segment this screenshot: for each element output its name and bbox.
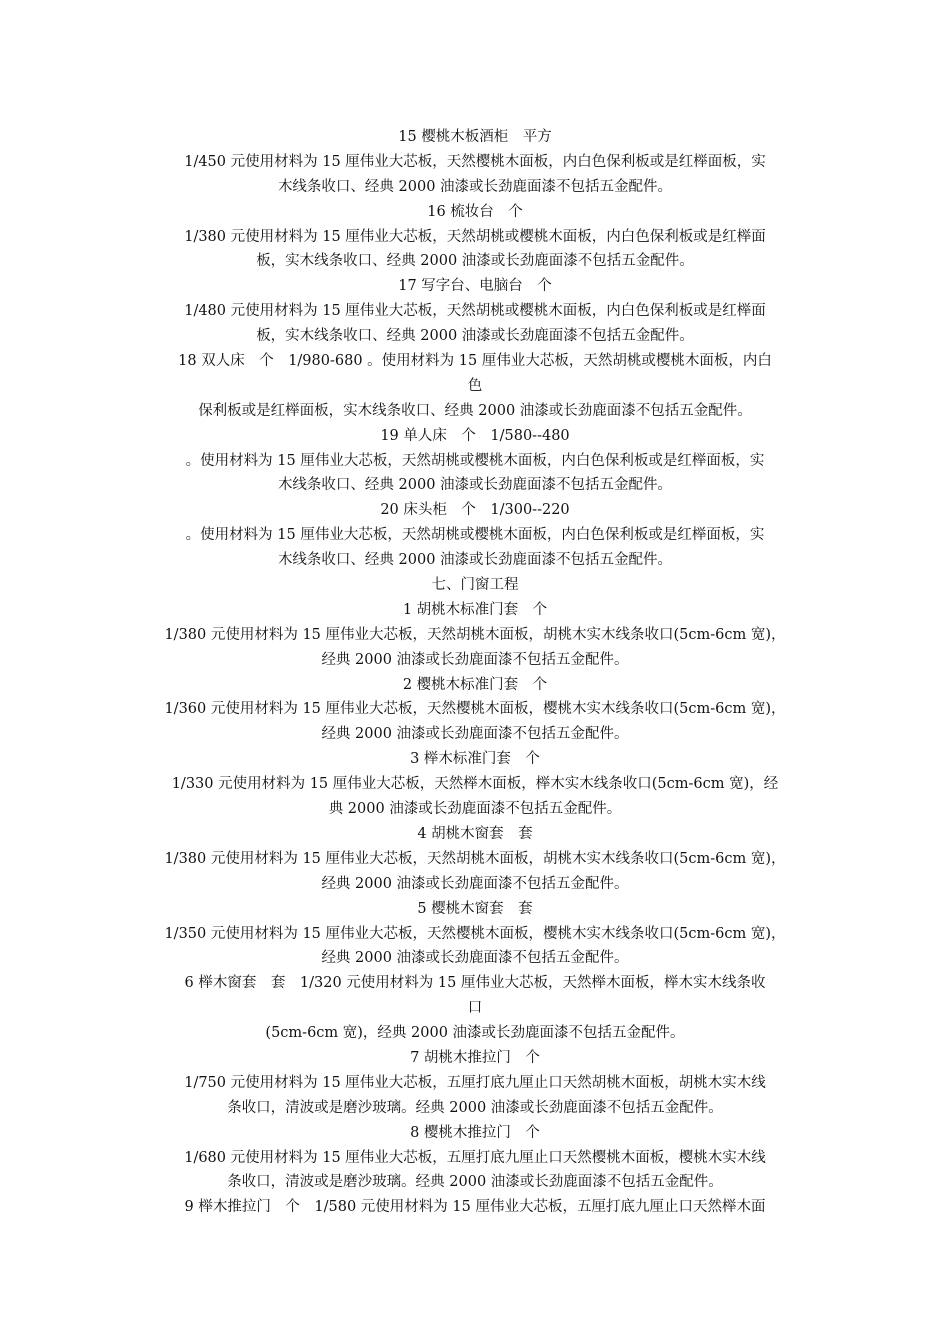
item-description: 1/380 元使用材料为 15 厘伟业大芯板，天然胡桃或樱桃木面板，内白色保利板或是红榉面 [184, 228, 766, 245]
item-heading: 5 樱桃木窗套 套 [417, 900, 533, 917]
item-description: 口 [467, 1000, 483, 1017]
item-description: 木线条收口、经典 2000 油漆或长劲鹿面漆不包括五金配件。 [277, 477, 673, 494]
item-description: 典 2000 油漆或长劲鹿面漆不包括五金配件。 [328, 801, 622, 818]
item-heading: 16 梳妆台 个 [427, 203, 523, 220]
item-heading: 18 双人床 个 1/980-680 。使用材料为 15 厘伟业大芯板，天然胡桃或樱桃木面板，内白 [178, 353, 772, 370]
item-description: 板，实木线条收口、经典 2000 油漆或长劲鹿面漆不包括五金配件。 [256, 328, 694, 345]
document-body [140, 125, 810, 1220]
item-description: 1/450 元使用材料为 15 厘伟业大芯板，天然樱桃木面板，内白色保利板或是红榉面板，实 [184, 153, 766, 170]
item-description: 1/380 元使用材料为 15 厘伟业大芯板，天然胡桃木面板，胡桃木实木线条收口(5cm-6cm 宽)， [164, 626, 786, 643]
item-description: 1/680 元使用材料为 15 厘伟业大芯板，五厘打底九厘止口天然樱桃木面板，樱桃木实木线 [184, 1149, 766, 1166]
item-description: 经典 2000 油漆或长劲鹿面漆不包括五金配件。 [321, 875, 629, 892]
item-heading: 4 胡桃木窗套 套 [417, 825, 533, 842]
item-heading: 3 榉木标准门套 个 [410, 751, 540, 768]
item-description: 。使用材料为 15 厘伟业大芯板，天然胡桃或樱桃木面板，内白色保利板或是红榉面板，实 [185, 452, 765, 469]
item-description: 1/480 元使用材料为 15 厘伟业大芯板，天然胡桃或樱桃木面板，内白色保利板或是红榉面 [184, 303, 766, 320]
item-heading: 2 樱桃木标准门套 个 [402, 676, 548, 693]
item-heading: 17 写字台、电脑台 个 [398, 278, 552, 295]
item-heading: 8 樱桃木推拉门 个 [410, 1124, 540, 1141]
item-description: 1/380 元使用材料为 15 厘伟业大芯板，天然胡桃木面板，胡桃木实木线条收口(5cm-6cm 宽)， [164, 850, 786, 867]
item-description: 木线条收口、经典 2000 油漆或长劲鹿面漆不包括五金配件。 [277, 552, 673, 569]
item-description: 木线条收口、经典 2000 油漆或长劲鹿面漆不包括五金配件。 [277, 178, 673, 195]
item-description: 1/350 元使用材料为 15 厘伟业大芯板，天然樱桃木面板，樱桃木实木线条收口(5cm-6cm 宽)， [164, 925, 786, 942]
item-heading: 20 床头柜 个 1/300--220 [380, 502, 570, 519]
item-description: 条收口，清波或是磨沙玻璃。经典 2000 油漆或长劲鹿面漆不包括五金配件。 [227, 1099, 723, 1116]
item-description: 条收口，清波或是磨沙玻璃。经典 2000 油漆或长劲鹿面漆不包括五金配件。 [227, 1174, 723, 1191]
item-description: 板，实木线条收口、经典 2000 油漆或长劲鹿面漆不包括五金配件。 [256, 253, 694, 270]
item-heading: 1 胡桃木标准门套 个 [402, 601, 548, 618]
item-description: 1/330 元使用材料为 15 厘伟业大芯板，天然榉木面板，榉木实木线条收口(5cm-6cm 宽)，经 [171, 776, 779, 793]
item-heading: 6 榉木窗套 套 1/320 元使用材料为 15 厘伟业大芯板，天然榉木面板，榉木实木线条收 [184, 975, 766, 992]
section-heading: 七、门窗工程 [431, 577, 519, 594]
item-description: 。使用材料为 15 厘伟业大芯板，天然胡桃或樱桃木面板，内白色保利板或是红榉面板，实 [185, 527, 765, 544]
item-description: 经典 2000 油漆或长劲鹿面漆不包括五金配件。 [321, 726, 629, 743]
item-description: 经典 2000 油漆或长劲鹿面漆不包括五金配件。 [321, 651, 629, 668]
item-description: 色 [467, 377, 483, 394]
item-description: 1/360 元使用材料为 15 厘伟业大芯板，天然樱桃木面板，樱桃木实木线条收口(5cm-6cm 宽)， [164, 701, 786, 718]
item-description: 经典 2000 油漆或长劲鹿面漆不包括五金配件。 [321, 950, 629, 967]
item-heading: 19 单人床 个 1/580--480 [380, 427, 570, 444]
item-heading: 15 樱桃木板酒柜 平方 [398, 129, 552, 145]
item-description: 1/750 元使用材料为 15 厘伟业大芯板，五厘打底九厘止口天然胡桃木面板，胡桃木实木线 [184, 1074, 766, 1091]
item-description: (5cm-6cm 宽)，经典 2000 油漆或长劲鹿面漆不包括五金配件。 [265, 1025, 685, 1042]
item-heading: 9 榉木推拉门 个 1/580 元使用材料为 15 厘伟业大芯板，五厘打底九厘止口天然榉木面 [184, 1199, 766, 1216]
item-heading: 7 胡桃木推拉门 个 [410, 1049, 540, 1066]
item-description: 保利板或是红榉面板，实木线条收口、经典 2000 油漆或长劲鹿面漆不包括五金配件。 [198, 402, 752, 419]
